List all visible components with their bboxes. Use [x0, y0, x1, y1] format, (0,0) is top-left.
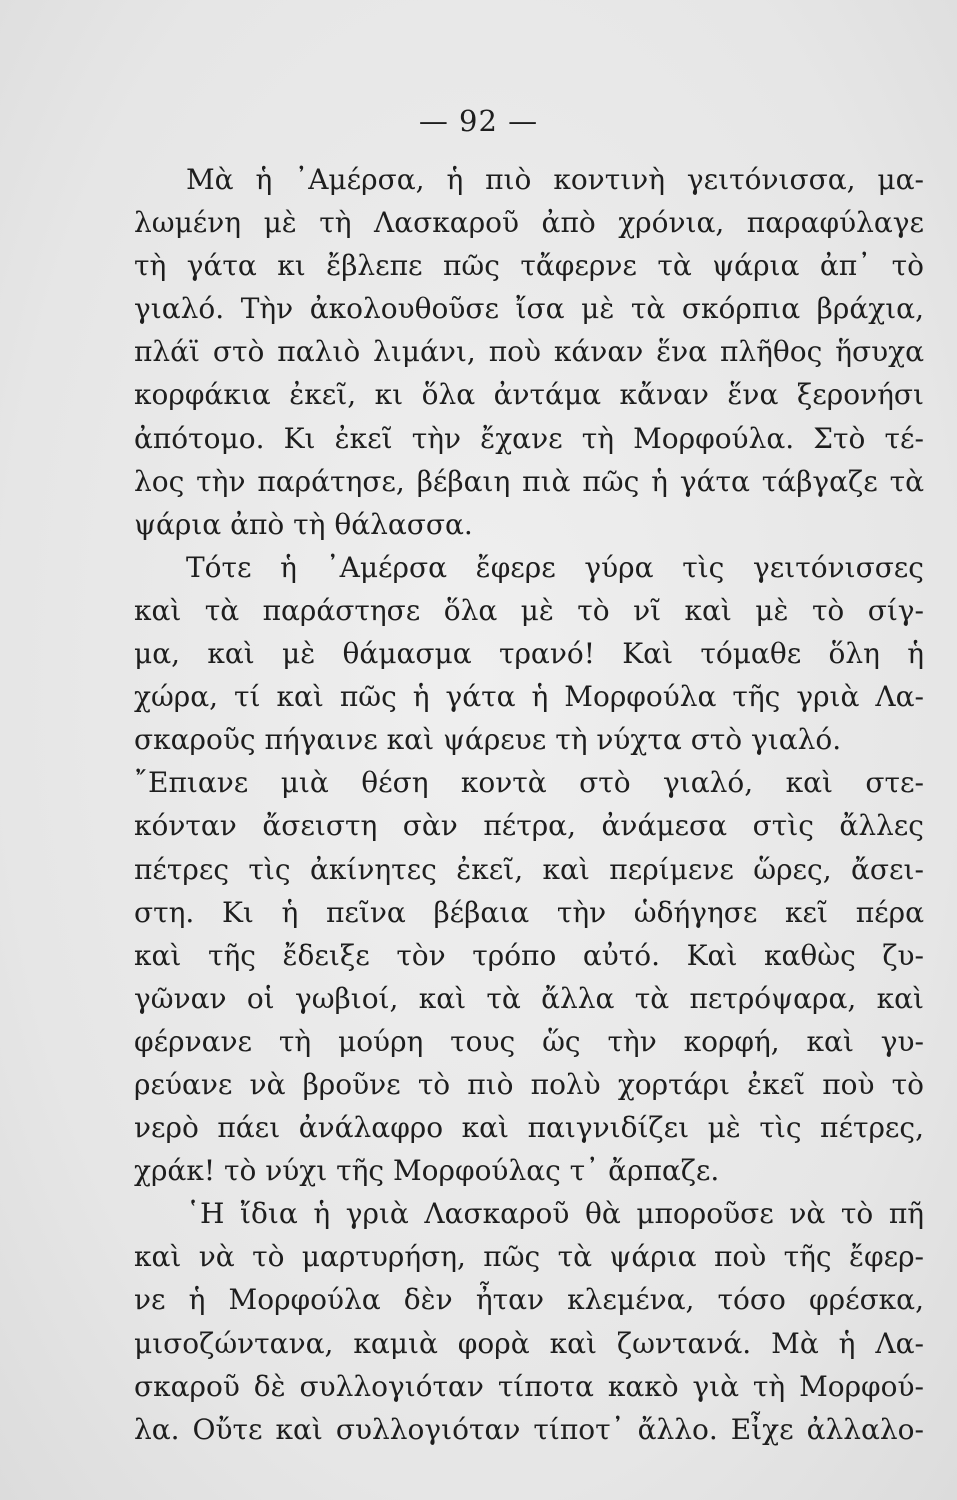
text-line: σκαροῦ δὲ συλλογιόταν τίποτα κακὸ γιὰ τὴ Μορφού-: [134, 1369, 924, 1403]
text-line: χώρα, τί καὶ πῶς ἡ γάτα ἡ Μορφούλα τῆς γριὰ Λα-: [134, 680, 924, 714]
text-line: στη. Κι ἡ πεῖνα βέβαια τὴν ὡδήγησε κεῖ πέρα: [134, 895, 924, 929]
text-line: κορφάκια ἐκεῖ, κι ὅλα ἀντάμα κἄναν ἕνα ξερονήσι: [134, 378, 924, 412]
text-line: φέρνανε τὴ μούρη τους ὥς τὴν κορφή, καὶ γυ-: [134, 1024, 924, 1058]
text-line: λωμένη μὲ τὴ Λασκαροῦ ἀπὸ χρόνια, παραφύλαγε: [134, 206, 924, 240]
text-line: σκαροῦς πήγαινε καὶ ψάρευε τὴ νύχτα στὸ γιαλό.: [134, 723, 842, 757]
text-line: ρεύανε νὰ βροῦνε τὸ πιὸ πολὺ χορτάρι ἐκεῖ ποὺ τὸ: [134, 1067, 924, 1101]
body-text: [134, 158, 924, 1451]
text-line: πέτρες τὶς ἀκίνητες ἐκεῖ, καὶ περίμενε ὥρες, ἄσει-: [134, 852, 924, 886]
text-line: Μὰ ἡ ᾿Αμέρσα, ἡ πιὸ κοντινὴ γειτόνισσα, μα-: [186, 163, 924, 196]
text-line: μισοζώντανα, καμιὰ φορὰ καὶ ζωντανά. Μὰ ἡ Λα-: [134, 1326, 924, 1360]
text-line: ἀπότομο. Κι ἐκεῖ τὴν ἔχανε τὴ Μορφούλα. Στὸ τέ-: [134, 421, 924, 455]
text-line: ῎Επιανε μιὰ θέση κοντὰ στὸ γιαλό, καὶ στε-: [134, 766, 924, 800]
text-line: χράκ! τὸ νύχι τῆς Μορφούλας τ᾿ ἄρπαζε.: [134, 1154, 720, 1188]
text-line: καὶ τὰ παράστησε ὅλα μὲ τὸ νῖ καὶ μὲ τὸ σίγ-: [134, 593, 924, 627]
page-number: — 92 —: [418, 104, 539, 138]
text-line: γιαλό. Τὴν ἀκολουθοῦσε ἴσα μὲ τὰ σκόρπια βράχια,: [134, 292, 924, 326]
text-line: κόνταν ἄσειστη σὰν πέτρα, ἀνάμεσα στὶς ἄλλες: [134, 809, 924, 843]
text-line: μα, καὶ μὲ θάμασμα τρανό! Καὶ τόμαθε ὅλη ἡ: [134, 637, 924, 671]
text-line: καὶ νὰ τὸ μαρτυρήση, πῶς τὰ ψάρια ποὺ τῆς ἔφερ-: [134, 1240, 924, 1274]
text-line: νερὸ πάει ἀνάλαφρο καὶ παιγνιδίζει μὲ τὶς πέτρες,: [134, 1111, 924, 1145]
text-line: λος τὴν παράτησε, βέβαιη πιὰ πῶς ἡ γάτα τάβγαζε τὰ: [134, 464, 924, 498]
text-line: γῶναν οἱ γωβιοί, καὶ τὰ ἄλλα τὰ πετρόψαρα, καὶ: [134, 981, 924, 1015]
text-line: λα. Οὔτε καὶ συλλογιόταν τίποτ᾿ ἄλλο. Εἶχε ἀλλαλο-: [134, 1412, 924, 1446]
text-line: ῾Η ἴδια ἡ γριὰ Λασκαροῦ θὰ μποροῦσε νὰ τὸ πῆ: [186, 1197, 924, 1231]
text-line: Τότε ἡ ᾿Αμέρσα ἔφερε γύρα τὶς γειτόνισσες: [186, 550, 924, 584]
text-line: καὶ τῆς ἔδειξε τὸν τρόπο αὐτό. Καὶ καθὼς ζυ-: [134, 938, 924, 972]
text-line: τὴ γάτα κι ἔβλεπε πῶς τἄφερνε τὰ ψάρια ἀπ᾿ τὸ: [134, 249, 924, 283]
text-line: νε ἡ Μορφούλα δὲν ἦταν κλεμένα, τόσο φρέσκα,: [134, 1283, 924, 1317]
text-line: πλάϊ στὸ παλιὸ λιμάνι, ποὺ κάναν ἕνα πλῆθος ἥσυχα: [134, 335, 924, 369]
text-line: ψάρια ἀπὸ τὴ θάλασσα.: [134, 507, 473, 541]
